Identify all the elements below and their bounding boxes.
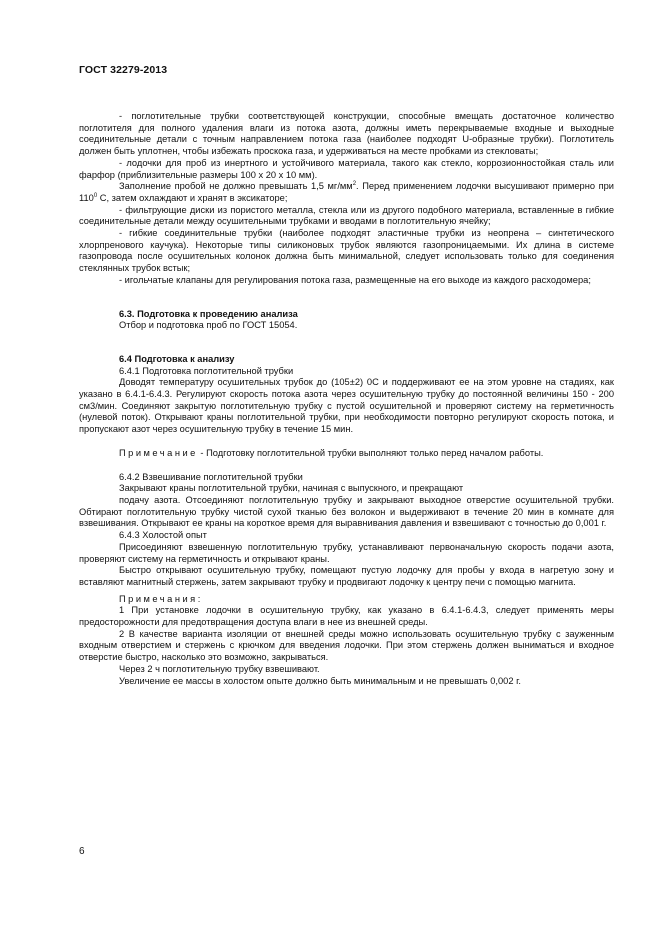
- subsection-heading-6-4-3: 6.4.3 Холостой опыт: [119, 530, 207, 541]
- list-item-absorption-tubes: - поглотительные трубки соответствующей конструкции, способные вмещать достаточное количество поглотителя для полного удаления влаги из потока азота, должны иметь перекрываемые входные и выходные соединительные детали с точным направлением потока газа (наиболее подходят U-образные трубки). Поглотитель должен быть уплотнен, чтобы избежать проскока газа, и удерживаться на месте пробками из стекловаты;: [79, 111, 614, 157]
- note-2: 2 В качестве варианта изоляции от внешней среды можно использовать осушительную трубку с зауженным входным отверстием и стержень с крючком для введения лодочки. При этом стержень должен выниматься и входное отверстие быстро, насколько это возможно, закрываться.: [79, 628, 614, 663]
- paragraph-mass-increase: Увеличение ее массы в холостом опыте должно быть минимальным и не превышать 0,002 г.: [119, 675, 521, 686]
- paragraph-6-4-2-b: подачу азота. Отсоединяют поглотительную трубку и закрывают выходное отверстие осушительной трубки. Обтирают поглотительную трубку чистой сухой тканью без волокон и выдерживают в течение 20 мин в комнате для взвешивания. Открывают ее краны на короткое время для выравнивания давления и взвешивают с точностью до 0,001 г.: [79, 494, 614, 529]
- boat-filling-text-a: Заполнение пробой не должно превышать 1,5 мг/мм: [119, 181, 353, 192]
- list-item-flexible-tubes: - гибкие соединительные трубки (наиболее подходят эластичные трубки из неопрена – синтетического хлорпренового каучука). Некоторые типы силиконовых трубок являются газопроницаемыми. Их длина в системе газопровода после осушительных колонок должна быть минимальной, следует использовать только для соединения стеклянных трубок встык;: [79, 228, 614, 274]
- note-1: 1 При установке лодочки в осушительную трубку, как указано в 6.4.1-6.4.3, следует применять меры предосторожности для предотвращения доступа влаги в нее из внешней среды.: [79, 605, 614, 628]
- superscript-degree: 0: [93, 192, 98, 199]
- section-heading-6-3: 6.3. Подготовка к проведению анализа: [119, 308, 298, 319]
- paragraph-6-4-3-b: Быстро открывают осушительную трубку, помещают пустую лодочку для пробы у входа в нагретую зону и вставляют магнитный стержень, затем закрывают трубку и продвигают лодочку к центру печи с помощью магнита.: [79, 565, 614, 587]
- list-item-sample-boats: - лодочки для проб из инертного и устойчивого материала, такого как стекло, коррозионностойкая сталь или фарфор (приблизительные размеры 100 х 20 х 10 мм).: [79, 157, 614, 180]
- paragraph-6-4-3-a: Присоединяют взвешенную поглотительную трубку, устанавливают первоначальную скорость подачи азота, проверяют систему на герметичность и открывают краны.: [79, 541, 614, 564]
- paragraph-boat-filling: [79, 181, 614, 204]
- notes-heading: [79, 594, 614, 606]
- notes-colon: :: [197, 593, 201, 604]
- list-item-needle-valves: - игольчатые клапаны для регулирования потока газа, размещенные на его выходе из каждого расходомера;: [119, 274, 591, 285]
- document-body: [79, 111, 614, 687]
- document-code-header: ГОСТ 32279-2013: [79, 64, 168, 76]
- paragraph-6-4-1: Доводят температуру осушительных трубок до (105±2) 0С и поддерживают ее на этом уровне на стадиях, как указано в 6.4.1-6.4.3. Регулируют скорость потока азота через осушительную трубку до постоянной величины 150 - 200 см3/мин. Соединяют закрытую поглотительную трубку с пустой осушительной и проверяют систему на герметичность (нулевой поток). Открывают краны поглотительной трубки, при необходимости повторно регулируют скорость потока, и пропускают азот через осушительную трубку в течение 15 мин.: [79, 377, 614, 435]
- boat-filling-text-b: . Перед применением лодочки высушивают примерно при 110: [79, 181, 614, 203]
- subsection-heading-6-4-2: 6.4.2 Взвешивание поглотительной трубки: [119, 471, 303, 482]
- paragraph-6-4-2-a: Закрывают краны поглотительной трубки, начиная с выпускного, и прекращают: [119, 483, 464, 494]
- boat-filling-text-c: С, затем охлаждают и хранят в эксикаторе;: [97, 192, 288, 203]
- note-6-4-1: [79, 448, 614, 460]
- section-heading-6-4: 6.4 Подготовка к анализу: [119, 353, 235, 364]
- list-item-filter-discs: - фильтрующие диски из пористого металла, стекла или из другого подобного материала, вставленные в гибкие соединительные детали между осушительными трубками и вводами в поглотительную ячейку;: [79, 204, 614, 227]
- page-number: 6: [79, 846, 85, 857]
- section-6-3-text: Отбор и подготовка проб по ГОСТ 15054.: [119, 320, 298, 331]
- paragraph-weighing: Через 2 ч поглотительную трубку взвешивают.: [119, 663, 320, 674]
- notes-label: Примечания: [119, 593, 198, 604]
- subsection-heading-6-4-1: 6.4.1 Подготовка поглотительной трубки: [119, 365, 294, 376]
- note-text: - Подготовку поглотительной трубки выполняют только перед началом работы.: [197, 447, 544, 458]
- note-label: Примечание: [119, 447, 198, 458]
- superscript-square: 2: [352, 181, 357, 188]
